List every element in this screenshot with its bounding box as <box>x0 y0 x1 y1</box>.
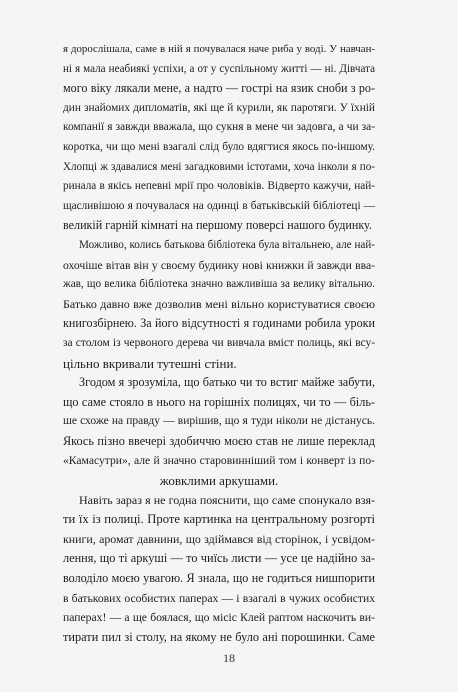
text-line: жав, що велика бібліотека значно важливіша за велику вітальню. <box>63 278 375 291</box>
text-line: Хлопці ж здавалися мені загадковими істотами, хоча інколи я по- <box>63 160 375 173</box>
text-line: Якось пізно ввечері здобиччю моєю став не лише переклад <box>63 433 375 448</box>
text-line: Згодом я зрозуміла, що батько чи то встиг майже забути, <box>79 375 375 390</box>
text-line: за столом із червоного дерева чи вивчала вміст полиць, які всу- <box>63 336 375 349</box>
text-line: коротка, чи що мені взагалі слід було вдягтися якось по-іншому. <box>63 140 375 153</box>
text-line: ні я мала неабиякі успіхи, а от у суспільному житті — ні. Дівчата <box>63 62 375 75</box>
text-line: компанії я завжди вважала, що сукня в мене чи задовга, а чи за- <box>63 121 375 134</box>
text-line: книги, аромат давнини, що здіймався від сторінок, і усвідом- <box>63 531 375 546</box>
text-line: володіло моєю увагою. Я знала, що не годиться нишпорити <box>63 571 375 586</box>
text-line: лення, що ті аркуші — то чиїсь листи — усе це надійно за- <box>63 551 375 566</box>
text-line: «Камасутри», але й значно старовинніший том і конверт із по- <box>63 454 375 468</box>
text-line: книгозбірнею. За його відсутності я годинами робила уроки <box>63 316 375 331</box>
text-line: я дорослішала, саме в ній я почувалася наче риба у воді. У навчан- <box>63 43 375 55</box>
text-line: жовклими аркушами. <box>159 473 279 489</box>
text-line: ше схоже на правду — вирішив, що я туди ніколи не дістанусь. <box>63 415 375 428</box>
text-line: дин знайомих дипломатів, які ще й курили, як паротяги. У їхній <box>63 101 375 114</box>
text-line: Можливо, колись батькова бібліотека була вітальнею, але най- <box>79 238 375 251</box>
text-line: мого віку лякали мене, а надто — гострі на язик сноби з ро- <box>63 81 375 96</box>
text-line: охочіше вітав він у своєму будинку нові книжки й завжди вва- <box>63 258 375 272</box>
text-line: тирати пил зі столу, на якому не було ані порошинки. Саме <box>63 629 375 644</box>
page-number: 18 <box>223 651 235 665</box>
text-line: ринала в якісь непевні мрії про чоловіків. Відверто кажучи, най- <box>63 180 375 193</box>
text-line: цільно вкривали тутешні стіни. <box>63 355 237 371</box>
text-line: щасливішою я почувалася на одинці в батьківській бібліотеці — <box>63 199 375 212</box>
body-text <box>63 40 375 647</box>
text-line: великій гарній кімнаті на першому поверсі нашого будинку. <box>63 218 372 233</box>
text-line: Батько давно вже дозволив мені вільно користуватися своєю <box>63 296 375 311</box>
text-line: паперах! — а ще боялася, що місіс Клей раптом наскочить ви- <box>63 611 375 625</box>
text-line: ти їх із полиці. Проте картинка на центральному розгорті <box>63 512 375 527</box>
text-line: що саме стояло в нього на горішніх полицях, чи то — біль- <box>63 394 375 409</box>
text-line: в батькових особистих паперах — і взагалі в чужих особистих <box>63 591 375 605</box>
text-line: Навіть зараз я не годна пояснити, що саме спонукало взя- <box>79 492 375 507</box>
